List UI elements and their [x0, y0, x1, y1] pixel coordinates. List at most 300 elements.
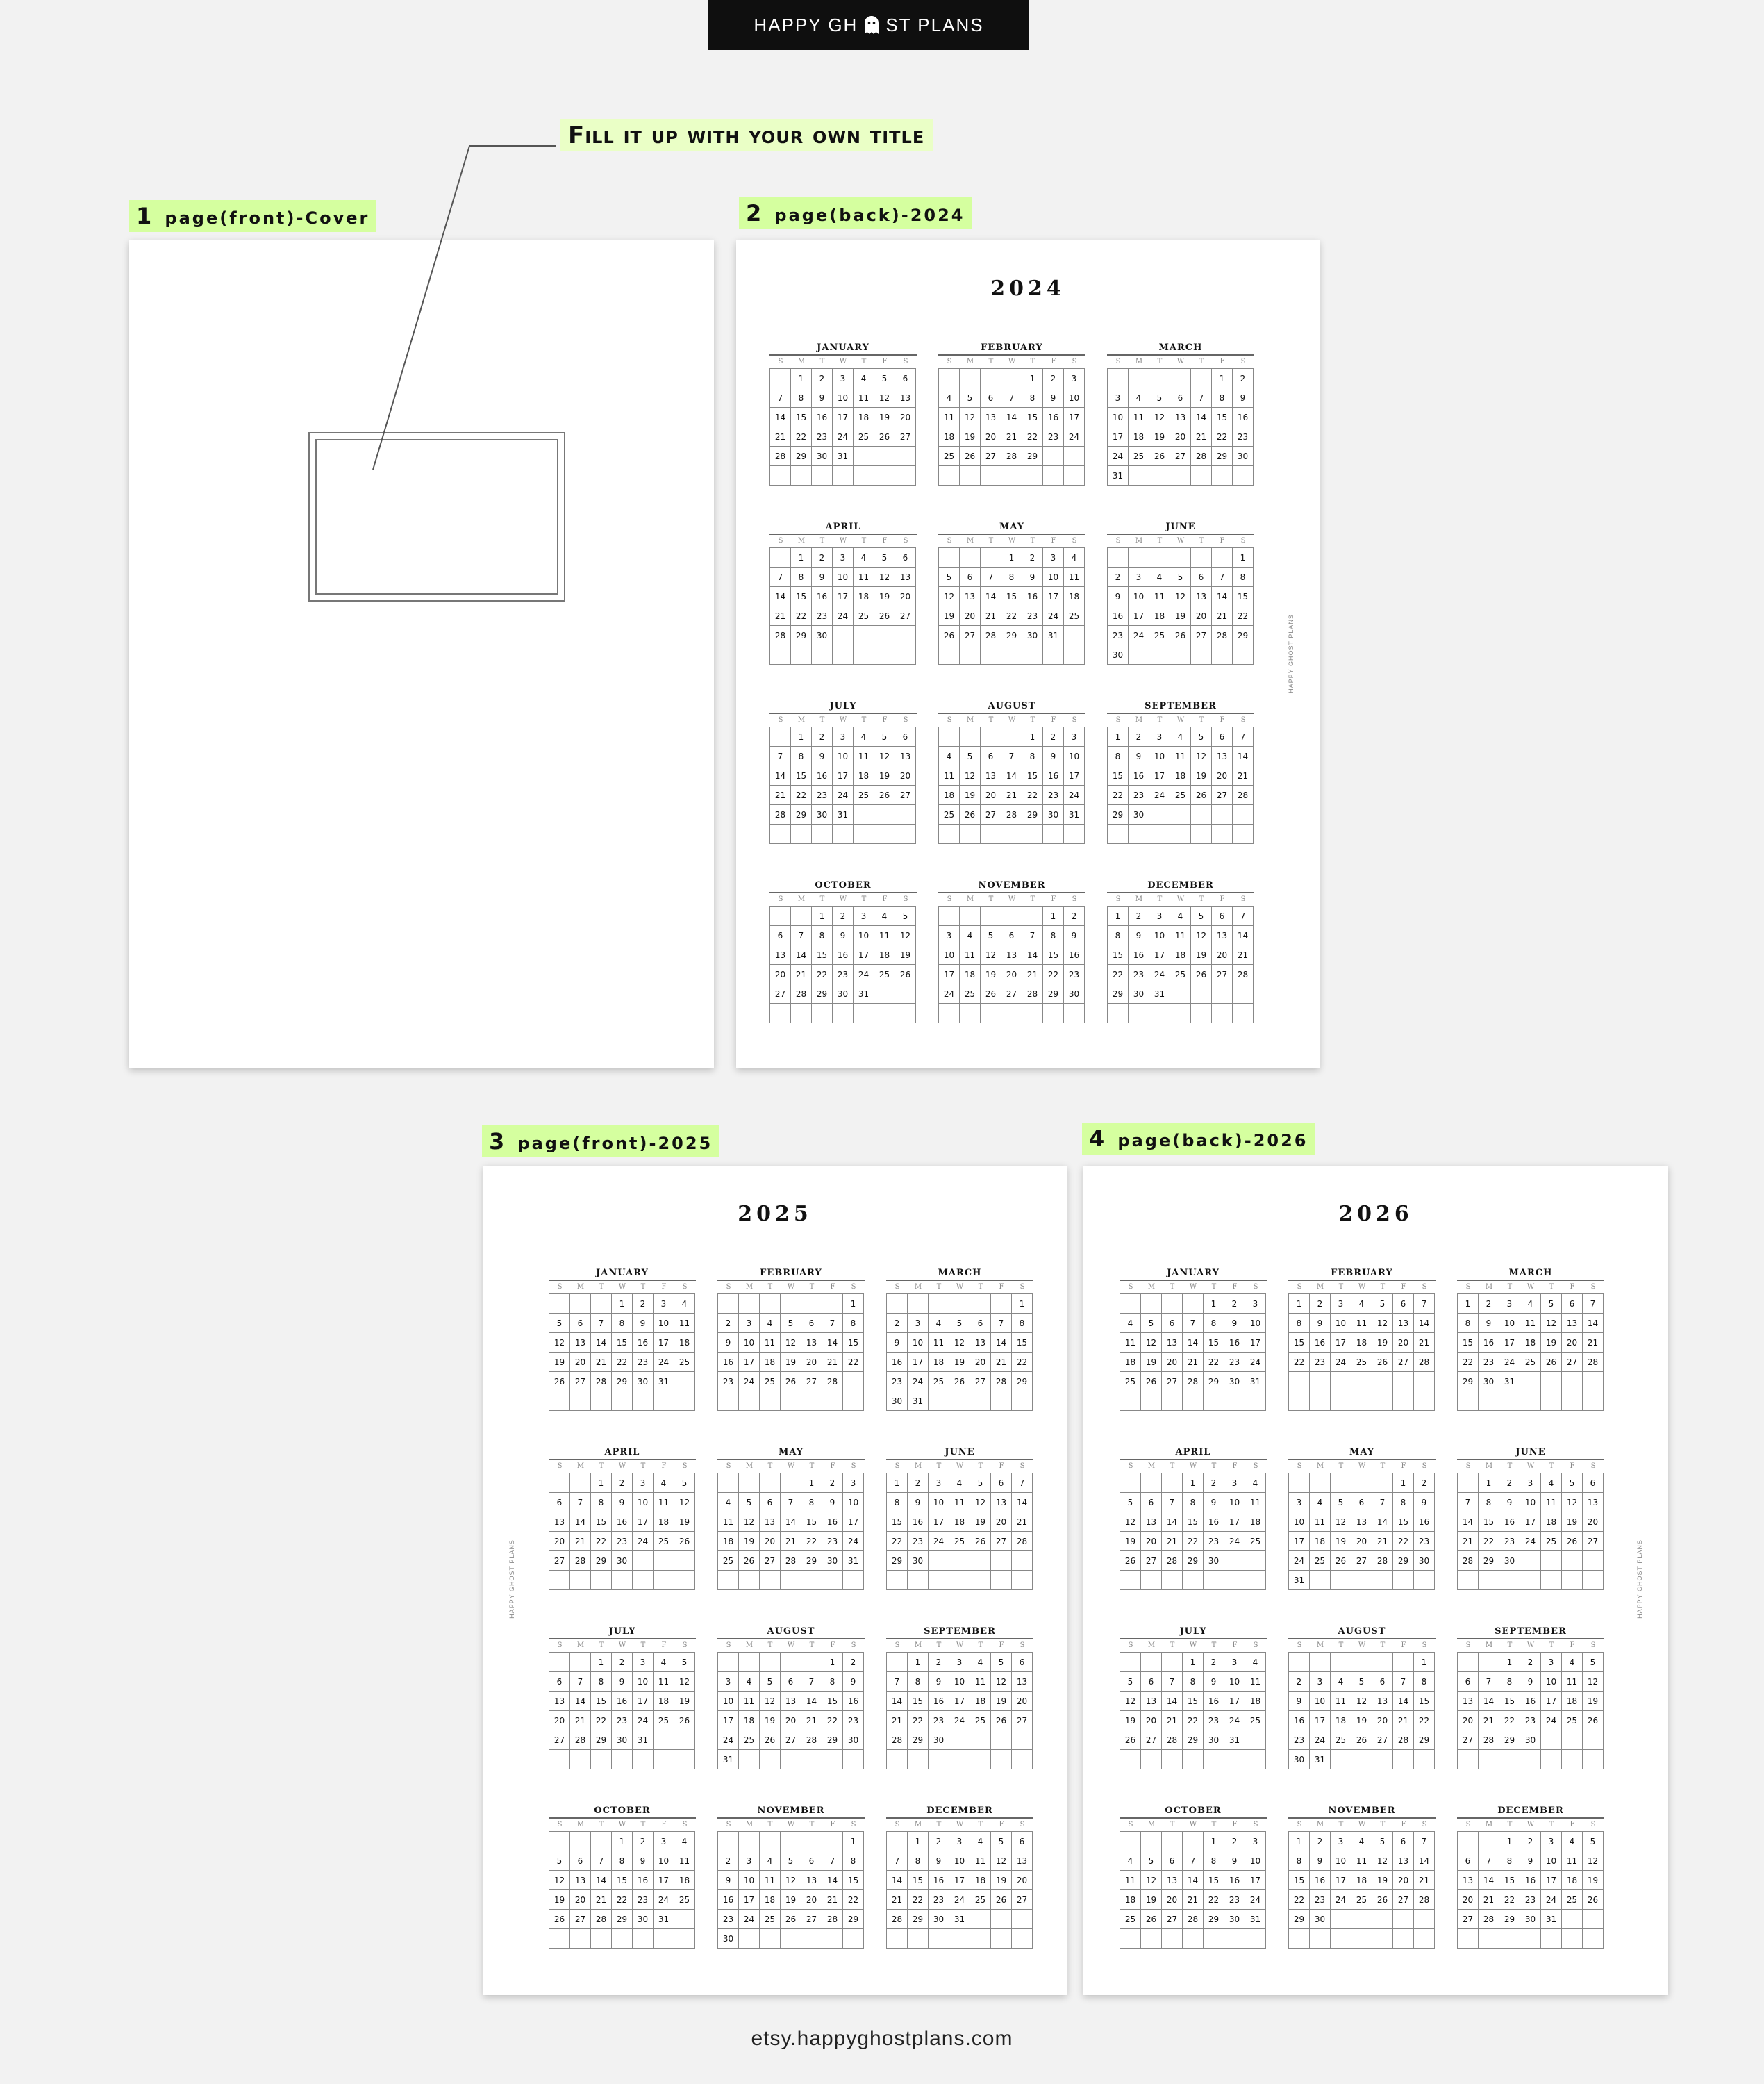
day-cell: 8: [1183, 1672, 1204, 1692]
day-grid: [1120, 1293, 1266, 1411]
empty-cell: [1170, 369, 1191, 388]
weekday-label: T: [767, 1821, 773, 1828]
day-cell: 3: [1499, 1294, 1520, 1314]
day-cell: 16: [633, 1871, 654, 1890]
day-cell: 8: [1108, 926, 1129, 945]
day-cell: 12: [549, 1333, 570, 1353]
day-cell: 6: [981, 388, 1001, 408]
empty-cell: [960, 645, 981, 665]
empty-cell: [1043, 447, 1064, 466]
weekday-label: T: [1211, 1821, 1217, 1828]
day-cell: 6: [1001, 926, 1022, 945]
month-name: JANUARY: [596, 1268, 649, 1278]
day-cell: 29: [908, 1910, 929, 1929]
day-cell: 9: [1289, 1692, 1310, 1711]
weekday-header: [938, 535, 1085, 547]
empty-cell: [674, 1730, 695, 1750]
day-cell: 29: [1022, 805, 1043, 825]
month-name: MARCH: [1158, 342, 1203, 353]
weekday-label: S: [1465, 1462, 1471, 1470]
day-cell: 19: [781, 1353, 801, 1372]
day-cell: 30: [1479, 1372, 1499, 1391]
day-cell: 11: [874, 926, 895, 945]
weekday-label: W: [1008, 358, 1016, 365]
day-cell: 9: [1414, 1493, 1435, 1512]
weekday-header: [1120, 1819, 1267, 1831]
empty-cell: [633, 1750, 654, 1769]
day-cell: 22: [1108, 786, 1129, 805]
day-cell: 23: [843, 1711, 864, 1730]
weekday-header: [1457, 1281, 1604, 1293]
day-cell: 12: [1583, 1672, 1604, 1692]
empty-cell: [991, 1551, 1012, 1571]
day-cell: 27: [970, 1372, 991, 1391]
day-cell: 6: [1162, 1314, 1183, 1333]
day-cell: 21: [981, 606, 1001, 626]
day-cell: 16: [833, 945, 854, 965]
cover-title-box[interactable]: [308, 432, 565, 602]
empty-cell: [1310, 1571, 1331, 1590]
empty-cell: [1149, 548, 1170, 568]
weekday-label: T: [1549, 1641, 1554, 1649]
day-cell: 24: [1149, 965, 1170, 984]
weekday-label: W: [787, 1462, 795, 1470]
day-cell: 1: [887, 1473, 908, 1493]
weekday-label: W: [787, 1641, 795, 1649]
day-grid: [769, 727, 916, 844]
month-block: [1120, 1267, 1267, 1411]
weekday-label: S: [895, 1283, 900, 1291]
weekday-label: T: [819, 358, 825, 365]
day-cell: 2: [718, 1314, 739, 1333]
empty-cell: [760, 1294, 781, 1314]
day-cell: 31: [854, 984, 874, 1004]
weekday-label: T: [861, 537, 867, 545]
empty-cell: [970, 1750, 991, 1769]
day-cell: 19: [1351, 1711, 1372, 1730]
day-cell: 28: [781, 1551, 801, 1571]
day-cell: 2: [1043, 369, 1064, 388]
day-cell: 18: [654, 1512, 674, 1532]
day-cell: 17: [1331, 1871, 1351, 1890]
day-cell: 17: [718, 1711, 739, 1730]
weekday-label: F: [1051, 716, 1056, 724]
empty-cell: [1310, 1653, 1331, 1672]
day-cell: 16: [1499, 1512, 1520, 1532]
day-cell: 17: [654, 1333, 674, 1353]
day-grid: [549, 1473, 695, 1590]
day-cell: 13: [1393, 1851, 1414, 1871]
month-name: SEPTEMBER: [924, 1626, 996, 1637]
weekday-label: T: [1157, 895, 1163, 903]
empty-cell: [791, 466, 812, 486]
empty-cell: [1393, 1653, 1414, 1672]
day-cell: 26: [991, 1711, 1012, 1730]
day-cell: 26: [981, 984, 1001, 1004]
day-cell: 23: [633, 1890, 654, 1910]
day-cell: 26: [991, 1890, 1012, 1910]
day-cell: 21: [1162, 1711, 1183, 1730]
day-cell: 10: [1520, 1493, 1541, 1512]
empty-cell: [960, 727, 981, 747]
day-cell: 2: [833, 907, 854, 926]
month-block: [886, 1626, 1033, 1769]
day-cell: 22: [1499, 1890, 1520, 1910]
day-cell: 27: [1562, 1353, 1583, 1372]
empty-cell: [1141, 1294, 1162, 1314]
day-cell: 20: [981, 427, 1001, 447]
empty-cell: [1562, 1750, 1583, 1769]
day-cell: 16: [1022, 587, 1043, 606]
day-cell: 2: [1289, 1672, 1310, 1692]
day-cell: 12: [991, 1672, 1012, 1692]
day-cell: 24: [1310, 1730, 1331, 1750]
empty-cell: [739, 1571, 760, 1590]
day-cell: 19: [1120, 1711, 1141, 1730]
day-cell: 5: [1191, 907, 1212, 926]
empty-cell: [1393, 1910, 1414, 1929]
weekday-label: W: [839, 895, 847, 903]
month-name: FEBRUARY: [760, 1268, 822, 1278]
day-cell: 11: [739, 1692, 760, 1711]
day-cell: 14: [781, 1512, 801, 1532]
day-cell: 12: [674, 1672, 695, 1692]
weekday-label: S: [903, 537, 908, 545]
weekday-label: T: [809, 1641, 815, 1649]
empty-cell: [1245, 1929, 1266, 1949]
day-cell: 30: [633, 1910, 654, 1929]
day-cell: 10: [1289, 1512, 1310, 1532]
day-cell: 23: [1233, 427, 1254, 447]
day-cell: 22: [1043, 965, 1064, 984]
weekday-label: T: [936, 1462, 942, 1470]
weekday-label: S: [682, 1821, 688, 1828]
empty-cell: [1012, 1391, 1033, 1411]
day-cell: 30: [812, 447, 833, 466]
day-cell: 11: [1170, 926, 1191, 945]
weekday-label: S: [1115, 537, 1121, 545]
day-cell: 2: [1204, 1653, 1224, 1672]
day-cell: 10: [1224, 1493, 1245, 1512]
day-cell: 1: [1204, 1294, 1224, 1314]
day-cell: 21: [770, 786, 791, 805]
empty-cell: [908, 1294, 929, 1314]
day-cell: 24: [633, 1711, 654, 1730]
day-cell: 15: [1204, 1871, 1224, 1890]
day-cell: 11: [970, 1672, 991, 1692]
day-cell: 16: [929, 1871, 949, 1890]
day-cell: 11: [718, 1512, 739, 1532]
day-cell: 23: [822, 1532, 843, 1551]
day-cell: 23: [612, 1711, 633, 1730]
empty-cell: [1012, 1571, 1033, 1590]
day-cell: 1: [791, 727, 812, 747]
day-cell: 27: [991, 1532, 1012, 1551]
day-cell: 9: [1204, 1493, 1224, 1512]
empty-cell: [929, 1929, 949, 1949]
day-cell: 19: [960, 786, 981, 805]
empty-cell: [1170, 805, 1191, 825]
weekday-label: T: [1380, 1283, 1386, 1291]
day-cell: 27: [1012, 1890, 1033, 1910]
day-cell: 23: [1022, 606, 1043, 626]
empty-cell: [1022, 1004, 1043, 1023]
day-cell: 17: [1129, 606, 1149, 626]
empty-cell: [1372, 1910, 1393, 1929]
day-cell: 5: [1541, 1294, 1562, 1314]
day-cell: 4: [760, 1851, 781, 1871]
day-cell: 13: [1170, 408, 1191, 427]
day-cell: 28: [791, 984, 812, 1004]
weekday-label: T: [819, 537, 825, 545]
day-cell: 8: [1043, 926, 1064, 945]
day-cell: 14: [981, 587, 1001, 606]
day-cell: 29: [1289, 1910, 1310, 1929]
weekday-label: T: [861, 716, 867, 724]
day-cell: 12: [781, 1333, 801, 1353]
day-cell: 13: [1583, 1493, 1604, 1512]
day-cell: 16: [812, 587, 833, 606]
empty-cell: [791, 825, 812, 844]
weekday-label: W: [839, 358, 847, 365]
weekday-label: S: [851, 1641, 856, 1649]
day-cell: 21: [1183, 1353, 1204, 1372]
empty-cell: [1012, 1910, 1033, 1929]
empty-cell: [981, 907, 1001, 926]
day-cell: 19: [674, 1692, 695, 1711]
day-cell: 26: [970, 1532, 991, 1551]
day-cell: 20: [1212, 945, 1233, 965]
day-cell: 26: [549, 1372, 570, 1391]
empty-cell: [1414, 1571, 1435, 1590]
weekday-label: F: [1232, 1821, 1238, 1828]
day-cell: 16: [1043, 766, 1064, 786]
day-cell: 2: [1499, 1473, 1520, 1493]
day-cell: 25: [970, 1890, 991, 1910]
day-cell: 25: [1520, 1353, 1541, 1372]
day-cell: 31: [1064, 805, 1085, 825]
empty-cell: [674, 1910, 695, 1929]
empty-cell: [570, 1294, 591, 1314]
day-cell: 4: [939, 747, 960, 766]
day-cell: 29: [791, 626, 812, 645]
side-brand-mark: HAPPY GHOST PLANS: [508, 1539, 515, 1619]
empty-cell: [1351, 1571, 1372, 1590]
day-cell: 13: [570, 1333, 591, 1353]
day-cell: 19: [760, 1711, 781, 1730]
weekday-label: F: [1220, 358, 1225, 365]
weekday-label: M: [914, 1641, 922, 1649]
weekday-label: F: [830, 1821, 835, 1828]
weekday-label: S: [1422, 1821, 1427, 1828]
day-cell: 29: [1108, 805, 1129, 825]
weekday-label: W: [1526, 1821, 1535, 1828]
day-cell: 29: [1204, 1910, 1224, 1929]
weekday-label: S: [557, 1462, 563, 1470]
empty-cell: [908, 1929, 929, 1949]
weekday-label: S: [1072, 537, 1077, 545]
day-cell: 26: [1191, 965, 1212, 984]
empty-cell: [1183, 1571, 1204, 1590]
empty-cell: [929, 1294, 949, 1314]
empty-cell: [633, 1551, 654, 1571]
weekday-label: T: [599, 1641, 604, 1649]
empty-cell: [960, 466, 981, 486]
day-cell: 21: [1414, 1871, 1435, 1890]
day-cell: 8: [887, 1493, 908, 1512]
day-cell: 19: [939, 606, 960, 626]
day-cell: 18: [654, 1692, 674, 1711]
day-cell: 7: [1022, 926, 1043, 945]
day-cell: 5: [781, 1851, 801, 1871]
empty-cell: [1012, 1750, 1033, 1769]
day-cell: 11: [1562, 1672, 1583, 1692]
weekday-label: S: [1422, 1283, 1427, 1291]
day-cell: 12: [1541, 1314, 1562, 1333]
day-cell: 17: [939, 965, 960, 984]
weekday-header: [1457, 1639, 1604, 1652]
empty-cell: [1212, 805, 1233, 825]
day-cell: 10: [654, 1851, 674, 1871]
day-cell: 22: [1289, 1353, 1310, 1372]
day-cell: 25: [1120, 1910, 1141, 1929]
empty-cell: [1001, 907, 1022, 926]
empty-cell: [1012, 1929, 1033, 1949]
day-grid: [717, 1652, 864, 1769]
empty-cell: [1520, 1929, 1541, 1949]
day-cell: 9: [1129, 926, 1149, 945]
day-cell: 28: [1162, 1551, 1183, 1571]
day-cell: 29: [1043, 984, 1064, 1004]
day-cell: 28: [570, 1551, 591, 1571]
day-cell: 22: [1233, 606, 1254, 626]
day-cell: 13: [570, 1871, 591, 1890]
day-cell: 4: [939, 388, 960, 408]
day-cell: 23: [833, 965, 854, 984]
empty-cell: [1191, 548, 1212, 568]
day-cell: 22: [843, 1890, 864, 1910]
day-cell: 23: [1310, 1890, 1331, 1910]
empty-cell: [939, 1004, 960, 1023]
day-cell: 20: [1562, 1333, 1583, 1353]
day-cell: 28: [1001, 447, 1022, 466]
day-cell: 4: [1245, 1653, 1266, 1672]
day-cell: 18: [1129, 427, 1149, 447]
day-cell: 15: [791, 766, 812, 786]
empty-cell: [1141, 1473, 1162, 1493]
weekday-label: S: [1422, 1641, 1427, 1649]
day-cell: 11: [854, 568, 874, 587]
month-name: JANUARY: [1167, 1268, 1220, 1278]
day-cell: 8: [1458, 1314, 1479, 1333]
day-cell: 3: [908, 1314, 929, 1333]
day-cell: 25: [1170, 965, 1191, 984]
day-cell: 18: [1331, 1711, 1351, 1730]
day-cell: 24: [654, 1353, 674, 1372]
day-cell: 25: [1149, 626, 1170, 645]
day-grid: [938, 906, 1085, 1023]
day-cell: 20: [970, 1353, 991, 1372]
weekday-label: F: [999, 1462, 1004, 1470]
day-cell: 9: [812, 747, 833, 766]
day-cell: 15: [612, 1333, 633, 1353]
day-cell: 25: [874, 965, 895, 984]
day-cell: 6: [981, 747, 1001, 766]
day-cell: 7: [1393, 1672, 1414, 1692]
month-block: [1107, 342, 1254, 486]
day-cell: 25: [1541, 1532, 1562, 1551]
empty-cell: [1583, 1571, 1604, 1590]
day-cell: 25: [718, 1551, 739, 1571]
day-cell: 28: [887, 1910, 908, 1929]
day-cell: 2: [1520, 1832, 1541, 1851]
day-cell: 5: [939, 568, 960, 587]
day-cell: 8: [1393, 1493, 1414, 1512]
day-cell: 4: [760, 1314, 781, 1333]
calendar-page-2026: [1083, 1166, 1668, 1995]
day-cell: 12: [939, 587, 960, 606]
day-cell: 5: [1191, 727, 1212, 747]
day-grid: [886, 1831, 1033, 1949]
day-cell: 27: [1393, 1353, 1414, 1372]
empty-cell: [1120, 1571, 1141, 1590]
day-cell: 18: [718, 1532, 739, 1551]
day-cell: 14: [1233, 747, 1254, 766]
empty-cell: [1120, 1653, 1141, 1672]
weekday-header: [549, 1281, 696, 1293]
day-cell: 31: [908, 1391, 929, 1411]
footer-url[interactable]: etsy.happyghostplans.com: [751, 2027, 1013, 2050]
day-cell: 14: [1001, 408, 1022, 427]
empty-cell: [1129, 825, 1149, 844]
day-cell: 26: [949, 1372, 970, 1391]
empty-cell: [843, 1750, 864, 1769]
day-cell: 30: [1224, 1372, 1245, 1391]
weekday-label: W: [956, 1641, 964, 1649]
day-cell: 18: [1245, 1692, 1266, 1711]
day-cell: 11: [854, 388, 874, 408]
day-cell: 14: [1393, 1692, 1414, 1711]
day-cell: 15: [1499, 1871, 1520, 1890]
day-cell: 10: [939, 945, 960, 965]
day-cell: 26: [1562, 1532, 1583, 1551]
day-cell: 14: [1191, 408, 1212, 427]
empty-cell: [822, 1750, 843, 1769]
day-cell: 19: [739, 1532, 760, 1551]
day-cell: 28: [1012, 1532, 1033, 1551]
day-cell: 10: [833, 568, 854, 587]
weekday-label: S: [1297, 1283, 1302, 1291]
day-cell: 2: [718, 1851, 739, 1871]
weekday-label: M: [576, 1641, 585, 1649]
day-cell: 15: [1289, 1871, 1310, 1890]
day-cell: 24: [833, 606, 854, 626]
weekday-label: M: [1135, 358, 1143, 365]
day-cell: 11: [960, 945, 981, 965]
weekday-header: [1120, 1460, 1267, 1473]
day-cell: 8: [1479, 1493, 1499, 1512]
weekday-label: S: [1072, 716, 1077, 724]
day-cell: 10: [1499, 1314, 1520, 1333]
weekday-label: T: [1338, 1462, 1344, 1470]
day-cell: 4: [1541, 1473, 1562, 1493]
day-cell: 13: [549, 1692, 570, 1711]
day-cell: 17: [1064, 408, 1085, 427]
empty-cell: [939, 727, 960, 747]
weekday-label: F: [882, 537, 888, 545]
day-cell: 11: [1331, 1692, 1351, 1711]
empty-cell: [1001, 825, 1022, 844]
